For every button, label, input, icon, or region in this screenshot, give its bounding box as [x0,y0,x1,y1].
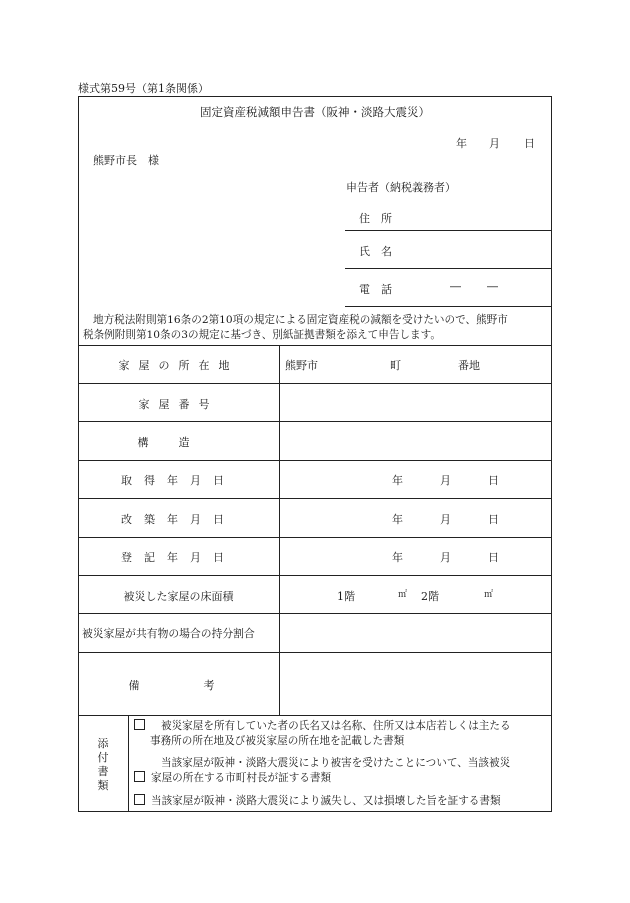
acquisition-day: 日 [488,474,499,487]
registration-day: 日 [488,551,499,564]
attachment-2-line-2: 家屋の所在する市町村長が証する書類 [151,772,332,784]
table-row-border [78,498,552,499]
address-underline [345,230,552,231]
renovation-date-label: 改築年月日 [121,513,236,526]
attachments-label-char: 類 [97,779,109,792]
acquisition-date-label: 取得年月日 [121,474,236,487]
house-number-label: 家屋番号 [138,398,219,411]
registration-date-label: 登記年月日 [121,551,236,564]
table-column-divider [279,345,280,715]
location-town: 町 [390,359,401,372]
acquisition-year: 年 [392,474,403,487]
table-row-border [78,575,552,576]
attachment-3-text: 当該家屋が阪神・淡路大震災により滅失し、又は損壊した旨を証する書類 [151,795,501,807]
form-title: 固定資産税減額申告書（阪神・淡路大震災） [200,105,430,119]
date-month-label: 月 [489,137,500,150]
share-ratio-label: 被災家屋が共有物の場合の持分割合 [82,627,255,640]
attachment-2-checkbox-box[interactable] [134,771,145,782]
attachments-label-char: 添 [97,737,109,750]
attachments-column-divider [128,715,129,812]
form-number: 様式第59号（第1条関係） [78,82,209,95]
floor-2-label: 2階 [421,590,439,603]
phone-dash-1: ― [450,280,461,293]
date-day-label: 日 [524,137,535,150]
table-row-border [78,613,552,614]
floor-1-label: 1階 [337,590,355,603]
applicant-address-label: 住 所 [359,212,392,225]
attachment-1-line-2: 事務所の所在地及び被災家屋の所在地を記載した書類 [150,735,405,747]
acquisition-month: 月 [440,474,451,487]
attachment-1-checkbox[interactable] [134,719,145,730]
applicant-heading: 申告者（納税義務者） [346,181,456,194]
table-row-border [78,460,552,461]
location-city: 熊野市 [285,359,318,372]
table-top-border [78,345,552,346]
statement-line-1: 地方税法附則第16条の2第10項の規定による固定資産税の減額を受けたいので、熊野市 [93,314,508,326]
attachment-1-line-1: 被災家屋を所有していた者の氏名又は名称、住所又は本店若しくは主たる [161,720,511,732]
table-row-border [78,652,552,653]
addressee: 熊野市長 様 [93,154,159,167]
attachment-item-3 [134,794,548,809]
renovation-month: 月 [440,513,451,526]
registration-year: 年 [392,551,403,564]
applicant-phone-label: 電 話 [359,283,392,296]
structure-label: 構造 [137,436,220,449]
table-row-border [78,421,552,422]
phone-dash-2: ― [487,280,498,293]
renovation-day: 日 [488,513,499,526]
remarks-label: 備 考 [128,679,229,692]
statement-line-2: 税条例附則第10条の3の規定に基づき、別紙証拠書類を添えて申告します。 [83,329,441,341]
form-frame [78,96,552,812]
location-label: 家屋の所在地 [118,359,239,372]
table-row-border [78,715,552,716]
attachment-3-checkbox[interactable] [134,794,145,805]
renovation-year: 年 [392,513,403,526]
attachments-label-char: 書 [97,765,109,778]
attachment-item-1 [134,719,548,749]
table-row-border [78,537,552,538]
table-row-border [78,383,552,384]
name-underline [345,268,552,269]
attachments-label-char: 付 [97,751,109,764]
location-lot: 番地 [458,359,480,372]
applicant-name-label: 氏 名 [359,245,392,258]
phone-underline [345,306,552,307]
date-year-label: 年 [456,137,467,150]
attachment-item-2 [134,756,548,786]
floor-area-label: 被災した家屋の床面積 [123,590,234,603]
attachment-2-line-1: 当該家屋が阪神・淡路大震災により被害を受けたことについて、当該被災 [161,757,511,769]
floor-2-unit: ㎡ [484,590,494,600]
floor-1-unit: ㎡ [398,590,408,600]
registration-month: 月 [440,551,451,564]
